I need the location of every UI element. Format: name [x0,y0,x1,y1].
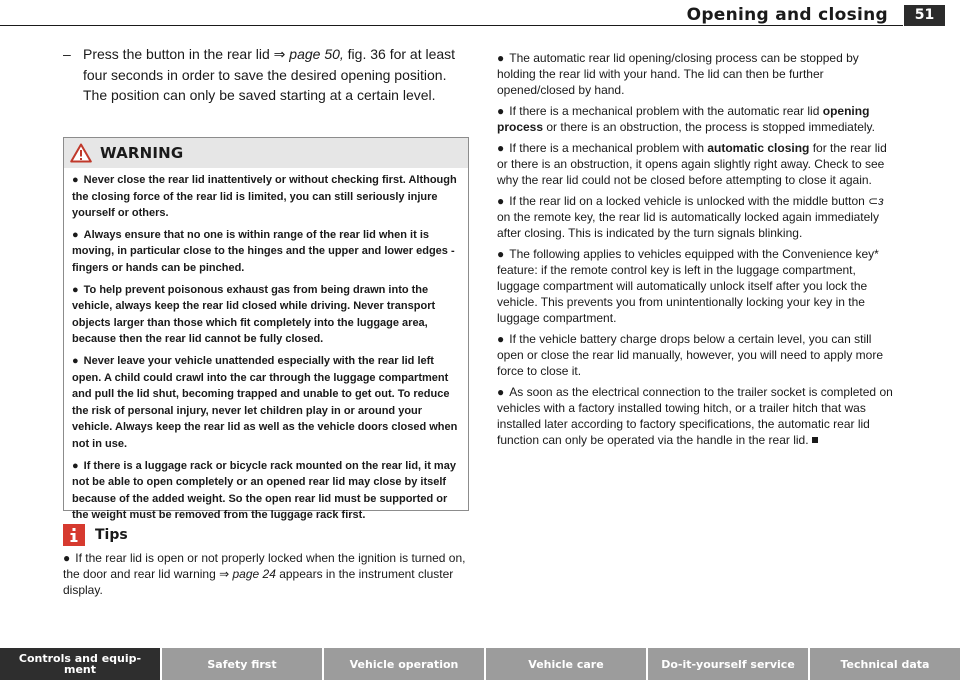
step-dash: – [63,46,71,62]
info-paragraph [497,193,897,241]
tab-vehicle-operation[interactable]: Vehicle operation [324,648,484,680]
bullet: ● [497,194,505,208]
paragraph-text: As soon as the electrical connection to the trailer socket is completed on vehicles with a factory installed towing hitch, or a trailer hitch that was installed later according to factory specifications, the automatic rear lid function can only be operated via the handle in the rear lid. [497,385,893,447]
bullet: ● [497,104,505,118]
tips-text-part: If the rear lid is open or not properly locked when the ignition is turned on, the door and rear lid warning ⇒ [63,551,466,581]
tab-controls-and-equipment[interactable]: Controls and equip- ment [0,648,160,680]
tab-vehicle-care[interactable]: Vehicle care [486,648,646,680]
bullet: ● [497,141,505,155]
tips-section [63,523,467,598]
left-column [63,44,470,106]
warning-body [64,168,468,524]
tips-text [63,550,467,598]
paragraph-text: for the rear lid or there is an obstruction, it opens again slightly right away. Check to see why the rear lid could not be closed before attempting to close it again. [497,141,887,187]
tab-technical-data[interactable]: Technical data [810,648,960,680]
right-column [497,50,897,453]
bullet: ● [72,354,79,367]
bullet: ● [497,332,505,346]
chapter-tab-bar [0,648,960,680]
page-reference-link[interactable]: page 50, [289,46,344,62]
warning-item-text: Always ensure that no one is within range of the rear lid when it is moving, in particular close to the hinges and the upper and lower edges - fingers or hands can be pinched. [72,228,455,274]
info-paragraph [497,140,897,188]
bullet: ● [72,174,79,186]
paragraph-text: If the vehicle battery charge drops below a certain level, you can still open or close the rear lid manually, however, you will need to apply more force to close it. [497,332,883,378]
paragraph-text: If there is a mechanical problem with [509,141,708,155]
warning-item [72,227,460,277]
warning-title: WARNING [100,144,184,162]
bullet: ● [72,283,79,296]
tab-safety-first[interactable]: Safety first [162,648,322,680]
warning-box [63,137,469,522]
info-paragraph [497,384,897,448]
paragraph-text: If the rear lid on a locked vehicle is unlocked with the middle button [509,194,869,208]
warning-item [72,353,460,453]
info-icon [63,524,85,546]
tips-header [63,523,467,547]
warning-item-text: Never leave your vehicle unattended especially with the rear lid left open. A child could crawl into the car through the luggage compartment and pull the lid shut, becoming trapped and unable to get out. To reduce the risk of personal injury, never let children play in or around your vehicle. Always keep the rear lid as well as the vehicle doors closed when not in use. [72,354,458,450]
warning-item-text: If there is a luggage rack or bicycle rack mounted on the rear lid, it may not be able to open completely or an opened rear lid may close by itself because of the added weight. So the open rear lid must be supported or the weight must be removed from the luggage rack first. [72,459,456,522]
intro-text-part: fig. 36 for at least four seconds in order to save the desired opening position. The position can only be saved starting at a certain level. [83,46,456,103]
info-paragraph [497,103,897,135]
page-reference-link[interactable]: page 24 [232,567,276,581]
paragraph-text: on the remote key, the rear lid is automatically locked again immediately after closing. This is indicated by the turn signals blinking. [497,210,879,240]
paragraph-text: The automatic rear lid opening/closing process can be stopped by holding the rear lid with your hand. The lid can then be further opened/closed by hand. [497,51,859,97]
info-paragraph [497,50,897,98]
bullet: ● [497,51,505,65]
paragraph-emphasis: opening process [497,104,870,134]
warning-item-text: Never close the rear lid inattentively or without checking first. Although the closing force of the rear lid is limited, you can still seriously injure yourself or others. [72,174,457,220]
warning-item-text: To help prevent poisonous exhaust gas from being drawn into the vehicle, always keep the rear lid closed while driving. Never transport objects larger than those which fit completely into the luggage area, because then the rear lid cannot be fully closed. [72,283,436,346]
bullet: ● [72,228,79,241]
intro-step [63,44,470,106]
bullet: ● [497,385,505,399]
tips-text-part: appears in the instrument cluster display. [63,567,454,597]
paragraph-emphasis: automatic closing [707,141,810,155]
info-paragraph [497,246,897,326]
paragraph-text: or there is an obstruction, the process is stopped immediately. [543,120,875,134]
warning-header [64,138,468,168]
section-end-mark [812,437,818,443]
warning-item [72,172,460,222]
section-title: Opening and closing [686,5,888,25]
intro-text-part: Press the button in the rear lid ⇒ [83,46,290,62]
intro-text [83,44,470,106]
bullet: ● [63,551,71,565]
header-rule [0,25,903,26]
tips-title: Tips [95,527,128,543]
warning-item [72,282,460,348]
unlock-button-icon: ⊂ɜ [868,194,884,208]
paragraph-text: The following applies to vehicles equipped with the Convenience key* feature: if the remote control key is left in the luggage compartment, luggage compartment will automatically unlock itself after you lock the vehicle. This prevents you from unintentionally locking your key in the luggage compartment. [497,247,879,325]
info-paragraph [497,331,897,379]
tab-do-it-yourself-service[interactable]: Do-it-yourself service [648,648,808,680]
warning-item [72,458,460,524]
paragraph-text: If there is a mechanical problem with the automatic rear lid [509,104,823,118]
warning-triangle-icon [70,143,92,163]
bullet: ● [497,247,505,261]
bullet: ● [72,459,79,472]
page-number: 51 [904,5,945,26]
